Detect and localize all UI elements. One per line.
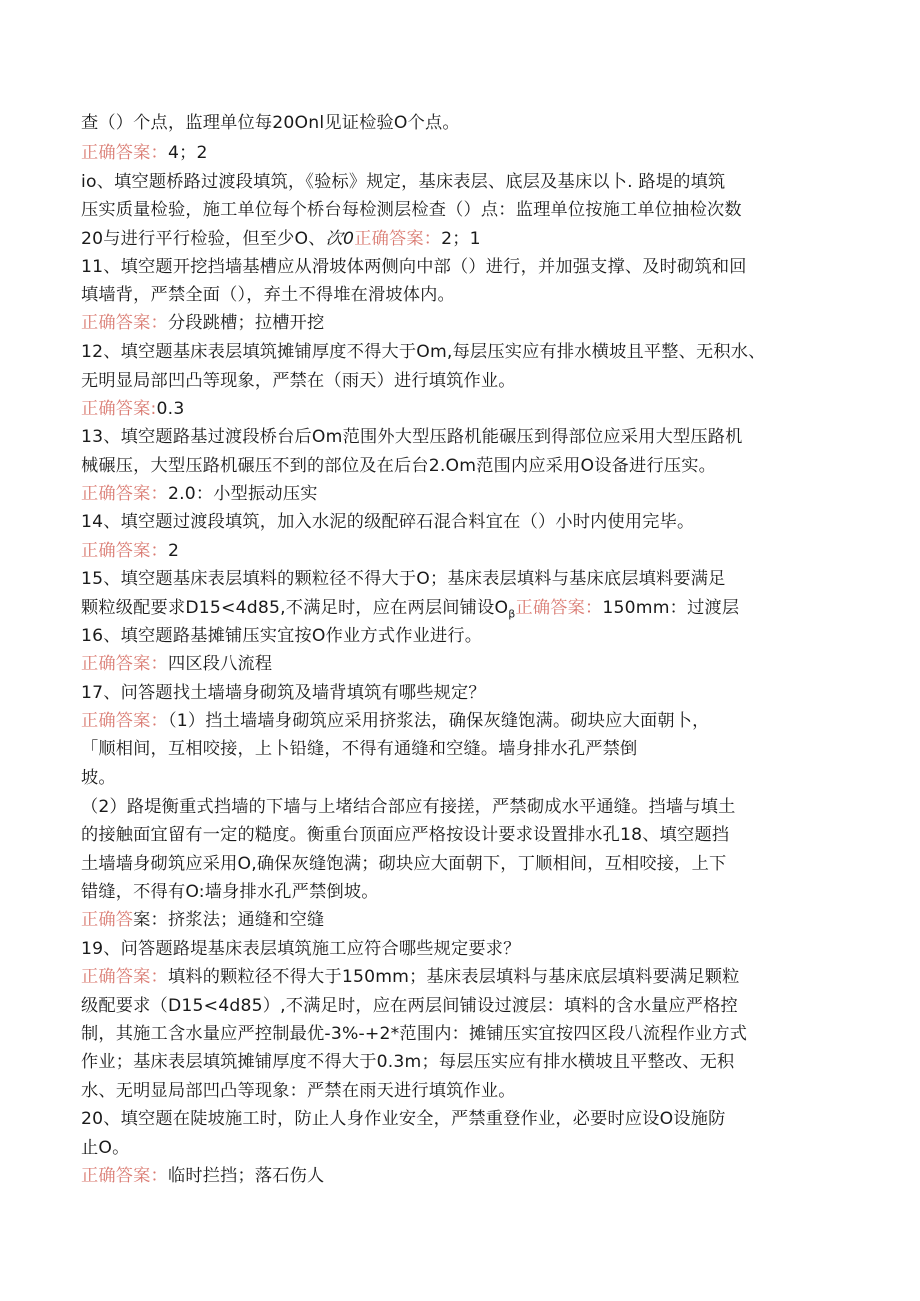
answer-line — [81, 311, 324, 335]
text-line: 制，其施工含水量应严控制最优-3%-+2*范围内：摊铺压实宜按四区段八流程作业方式 — [81, 1024, 748, 1044]
answer-value: 挤浆法；通缝和空缝 — [167, 910, 325, 930]
answer-label: 正确答案： — [81, 967, 168, 987]
question-subscript: β — [508, 607, 516, 621]
answer-value: 2；1 — [441, 229, 481, 249]
question-line: 19、问答题路堤基床表层填筑施工应符合哪些规定要求？ — [81, 939, 521, 959]
answer-label: 正确答案： — [81, 541, 168, 561]
answer-value: 2 — [167, 541, 180, 561]
answer-line — [81, 1164, 324, 1188]
answer-line — [81, 482, 318, 506]
answer-label: 正确答案： — [354, 229, 442, 249]
answer-line — [81, 908, 324, 932]
question-line: io、填空题桥路过渡段填筑，《验标》规定，基床表层、底层及基床以卜. 路堤的填筑 — [81, 172, 726, 192]
question-line: 17、问答题找土墙墙身砌筑及墙背填筑有哪些规定？ — [81, 683, 486, 703]
answer-line — [81, 539, 179, 563]
answer-value: 150mm：过渡层 — [602, 598, 740, 618]
text-line: 查（）个点，监理单位每20Onl见证检验O个点。 — [81, 113, 460, 133]
answer-label: 正确答案： — [81, 1166, 168, 1186]
text-line: （2）路堤衡重式挡墙的下墙与上堵结合部应有接搓，严禁砌成水平通缝。挡墙与填土 — [81, 797, 736, 817]
answer-line — [81, 709, 710, 733]
text-line: 级配要求（D15<4d85）,不满足时，应在两层间铺设过渡层：填料的含水量应严格控 — [81, 996, 738, 1016]
question-line: 16、填空题路基摊铺压实宜按O作业方式作业进行。 — [81, 626, 483, 646]
question-line: 13、填空题路基过渡段桥台后Om范围外大型压路机能碾压到得部位应采用大型压路机 — [81, 427, 743, 447]
question-answer-line — [81, 596, 739, 626]
question-line: 15、填空题基床表层填料的颗粒径不得大于O；基床表层填料与基床底层填料要满足 — [81, 569, 726, 589]
answer-value: 0.3 — [156, 399, 185, 419]
answer-value: 2.0：小型振动压实 — [167, 484, 318, 504]
question-line: 械碾压，大型压路机碾压不到的部位及在后台2.Om范围内应采用O设备进行压实。 — [81, 456, 716, 476]
answer-label-tail: 案： — [133, 910, 168, 930]
question-text-italic: 次0 — [325, 229, 355, 249]
answer-label: 正确答案： — [515, 598, 603, 618]
answer-line — [81, 397, 184, 421]
answer-line — [81, 965, 739, 989]
answer-line — [81, 652, 272, 676]
question-line: 20、填空题在陡坡施工时，防止人身作业安全，严禁重登作业，必要时应设O设施防 — [81, 1109, 726, 1129]
text-line: 坡。 — [81, 768, 116, 788]
question-answer-line — [81, 227, 481, 251]
answer-value: 分段跳槽；拉槽开挖 — [167, 313, 325, 333]
question-line: 12、填空题基床表层填筑摊铺厚度不得大于Om,每层压实应有排水横坡且平整、无积水、 — [81, 342, 766, 362]
question-text: 20与进行平行检验，但至少O、 — [81, 229, 326, 249]
answer-label: 正确答案： — [81, 711, 168, 731]
answer-label: 正确答 — [81, 910, 134, 930]
text-line: 水、无明显局部凹凸等现象：严禁在雨天进行填筑作业。 — [81, 1081, 516, 1101]
text-line: 土墙墙身砌筑应采用O,确保灰缝饱满；砌块应大面朝下，丁顺相间，互相咬接，上下 — [81, 854, 727, 874]
question-line: 14、填空题过渡段填筑，加入水泥的级配碎石混合料宜在（）小时内使用完毕。 — [81, 512, 695, 532]
answer-label: 正确答案： — [81, 484, 168, 504]
answer-value: （1）挡土墙墙身砌筑应采用挤浆法，确保灰缝饱满。砌块应大面朝卜， — [167, 711, 710, 731]
question-line: 无明显局部凹凸等现象，严禁在（雨天）进行填筑作业。 — [81, 371, 516, 391]
answer-label: 正确答案： — [81, 143, 168, 163]
text-line: 「顺相间，互相咬接，上卜铅缝，不得有通缝和空缝。墙身排水孔严禁倒 — [81, 739, 638, 759]
text-line: 的接触面宜留有一定的糙度。衡重台顶面应严格按设计要求设置排水孔18、填空题挡 — [81, 825, 730, 845]
text-line: 错缝，不得有O:墙身排水孔严禁倒坡。 — [81, 882, 379, 902]
answer-label: 正确答案: — [81, 399, 157, 419]
text-line: 作业；基床表层填筑摊铺厚度不得大于0.3m；每层压实应有排水横坡且平整改、无积 — [81, 1052, 735, 1072]
answer-value: 4；2 — [167, 143, 208, 163]
answer-line — [81, 141, 208, 165]
answer-value: 四区段八流程 — [167, 654, 273, 674]
question-text: 颗粒级配要求D15<4d85,不满足时，应在两层间铺设O — [81, 598, 509, 618]
question-line: 止O。 — [81, 1138, 130, 1158]
question-line: 11、填空题开挖挡墙基槽应从滑坡体两侧向中部（）进行，并加强支撑、及时砌筑和回 — [81, 257, 747, 277]
question-line: 填墙背，严禁全面（），弃土不得堆在滑坡体内。 — [81, 285, 455, 305]
answer-label: 正确答案： — [81, 313, 168, 333]
question-line: 压实质量检验，施工单位每个桥台每检测层检查（）点：监理单位按施工单位抽检次数 — [81, 200, 742, 220]
answer-value: 填料的颗粒径不得大于150mm；基床表层填料与基床底层填料要满足颗粒 — [167, 967, 740, 987]
answer-value: 临时拦挡；落石伤人 — [167, 1166, 325, 1186]
answer-label: 正确答案： — [81, 654, 168, 674]
